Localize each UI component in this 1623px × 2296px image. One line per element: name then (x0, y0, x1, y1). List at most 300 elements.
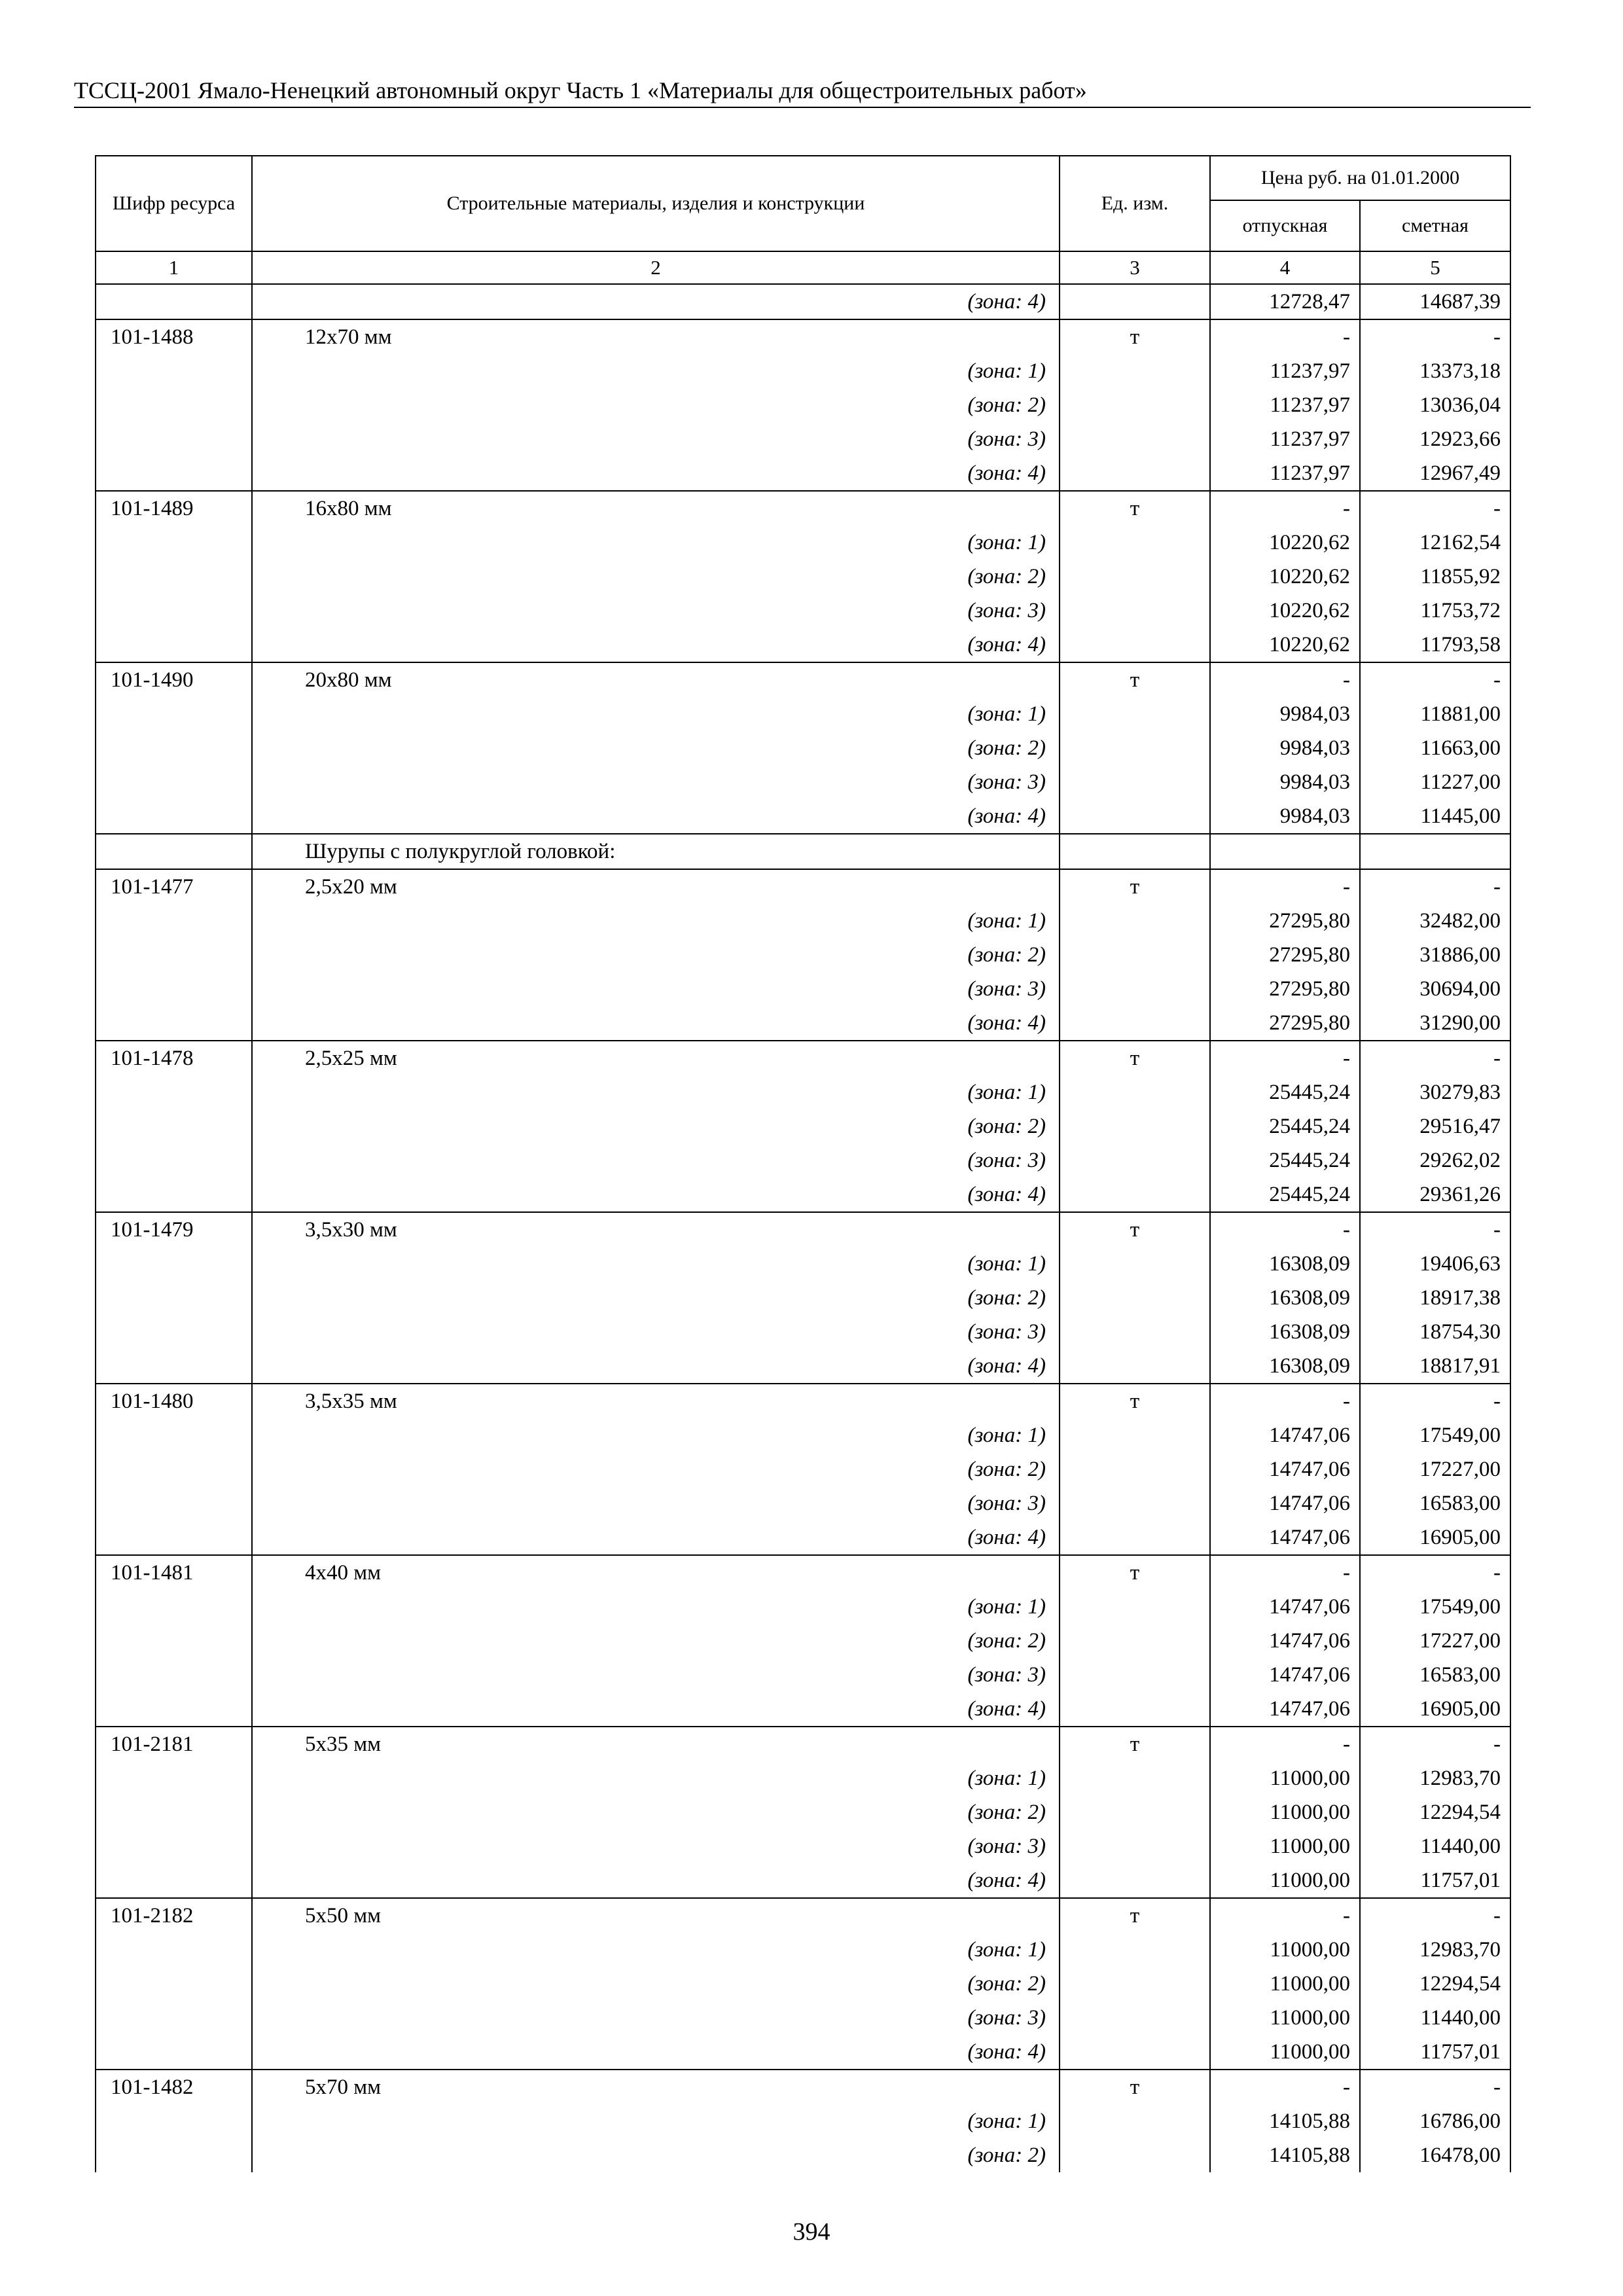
item-name: 2,5х25 мм (252, 1041, 1060, 1075)
release-price-cell: 27295,80 (1210, 1006, 1360, 1041)
release-price-cell: - (1210, 1041, 1360, 1075)
zone-label: (зона: 1) (252, 1418, 1060, 1452)
release-price-cell: 11237,97 (1210, 422, 1360, 456)
zone-row (96, 1315, 1510, 1349)
estimate-price-cell: - (1360, 869, 1510, 904)
unit-cell: т (1060, 869, 1210, 904)
estimate-price-cell: 12294,54 (1360, 1795, 1510, 1829)
release-price-cell: 25445,24 (1210, 1109, 1360, 1143)
estimate-price-cell: 17549,00 (1360, 1418, 1510, 1452)
estimate-price-cell: 31886,00 (1360, 938, 1510, 972)
unit-cell (1060, 354, 1210, 388)
release-price-cell: 14747,06 (1210, 1418, 1360, 1452)
code-cell (96, 1933, 252, 1967)
release-price-cell: 14747,06 (1210, 1658, 1360, 1692)
unit-cell (1060, 1315, 1210, 1349)
zone-label: (зона: 1) (252, 1247, 1060, 1281)
unit-cell (1060, 1761, 1210, 1795)
unit-cell (1060, 1418, 1210, 1452)
release-price-cell: - (1210, 2070, 1360, 2104)
estimate-price-cell: - (1360, 491, 1510, 526)
zone-label: (зона: 3) (252, 2001, 1060, 2035)
unit-cell (1060, 1006, 1210, 1041)
zone-label: (зона: 3) (252, 1829, 1060, 1863)
code-cell (96, 1247, 252, 1281)
item-name: 12х70 мм (252, 319, 1060, 354)
zone-label: (зона: 1) (252, 1933, 1060, 1967)
item-name: 20х80 мм (252, 662, 1060, 697)
item-name: 5х35 мм (252, 1727, 1060, 1761)
zone-row (96, 1177, 1510, 1212)
code-cell (96, 560, 252, 594)
release-price-cell: 11000,00 (1210, 1863, 1360, 1898)
unit-cell (1060, 2035, 1210, 2070)
item-name: 4х40 мм (252, 1555, 1060, 1590)
unit-cell (1060, 938, 1210, 972)
col-price-group-header: Цена руб. на 01.01.2000 (1210, 156, 1510, 200)
release-price-cell: 14747,06 (1210, 1692, 1360, 1727)
code-cell (96, 1829, 252, 1863)
estimate-price-cell: 11757,01 (1360, 1863, 1510, 1898)
item-name: 5х50 мм (252, 1898, 1060, 1933)
zone-label: (зона: 3) (252, 972, 1060, 1006)
zone-label: (зона: 4) (252, 2035, 1060, 2070)
zone-row (96, 904, 1510, 938)
zone-row (96, 1247, 1510, 1281)
estimate-price-cell: 11793,58 (1360, 628, 1510, 662)
estimate-price-cell: 14687,39 (1360, 284, 1510, 319)
code-cell (96, 1075, 252, 1109)
zone-label: (зона: 4) (252, 799, 1060, 834)
zone-label: (зона: 4) (252, 1692, 1060, 1727)
resource-code: 101-1480 (96, 1384, 252, 1418)
release-price-cell: 25445,24 (1210, 1075, 1360, 1109)
zone-label: (зона: 3) (252, 1315, 1060, 1349)
unit-cell (1060, 388, 1210, 422)
unit-cell (1060, 1109, 1210, 1143)
release-price-cell: 14105,88 (1210, 2138, 1360, 2172)
estimate-price-cell: 16583,00 (1360, 1658, 1510, 1692)
release-price-cell: 11000,00 (1210, 1933, 1360, 1967)
code-cell (96, 2104, 252, 2138)
resource-code: 101-1478 (96, 1041, 252, 1075)
release-price-cell: 16308,09 (1210, 1315, 1360, 1349)
release-price-cell: 11237,97 (1210, 388, 1360, 422)
release-price-cell: 9984,03 (1210, 799, 1360, 834)
code-cell (96, 594, 252, 628)
code-cell (96, 1418, 252, 1452)
zone-label: (зона: 2) (252, 1109, 1060, 1143)
col-number-2: 2 (252, 251, 1060, 284)
release-price-cell: 27295,80 (1210, 904, 1360, 938)
estimate-price-cell (1360, 834, 1510, 869)
zone-row (96, 765, 1510, 799)
estimate-price-cell: 32482,00 (1360, 904, 1510, 938)
zone-row (96, 938, 1510, 972)
unit-cell: т (1060, 1727, 1210, 1761)
price-table (95, 155, 1511, 2172)
zone-row (96, 1418, 1510, 1452)
code-cell (96, 972, 252, 1006)
zone-label: (зона: 1) (252, 354, 1060, 388)
release-price-cell: 14747,06 (1210, 1452, 1360, 1486)
zone-row (96, 456, 1510, 491)
estimate-price-cell: 17227,00 (1360, 1624, 1510, 1658)
code-cell (96, 799, 252, 834)
item-name: 5х70 мм (252, 2070, 1060, 2104)
unit-cell (1060, 1692, 1210, 1727)
estimate-price-cell: 18817,91 (1360, 1349, 1510, 1384)
unit-cell (1060, 904, 1210, 938)
release-price-cell: 9984,03 (1210, 765, 1360, 799)
resource-code: 101-2182 (96, 1898, 252, 1933)
zone-label: (зона: 2) (252, 1281, 1060, 1315)
zone-row (96, 284, 1510, 319)
zone-row (96, 1109, 1510, 1143)
release-price-cell: 25445,24 (1210, 1143, 1360, 1177)
unit-cell: т (1060, 491, 1210, 526)
zone-label: (зона: 4) (252, 284, 1060, 319)
unit-cell: т (1060, 2070, 1210, 2104)
unit-cell (1060, 1829, 1210, 1863)
zone-row (96, 388, 1510, 422)
unit-cell (1060, 1590, 1210, 1624)
unit-cell (1060, 2104, 1210, 2138)
code-cell (96, 2138, 252, 2172)
zone-row (96, 1624, 1510, 1658)
release-price-cell: 11237,97 (1210, 456, 1360, 491)
zone-row (96, 1590, 1510, 1624)
item-name: 3,5х35 мм (252, 1384, 1060, 1418)
unit-cell: т (1060, 1555, 1210, 1590)
code-cell (96, 628, 252, 662)
zone-label: (зона: 2) (252, 1452, 1060, 1486)
code-cell (96, 765, 252, 799)
code-cell (96, 422, 252, 456)
item-row (96, 319, 1510, 354)
code-cell (96, 1006, 252, 1041)
code-cell (96, 1967, 252, 2001)
estimate-price-cell: - (1360, 662, 1510, 697)
zone-label: (зона: 1) (252, 1075, 1060, 1109)
estimate-price-cell: 11440,00 (1360, 2001, 1510, 2035)
unit-cell (1060, 1933, 1210, 1967)
item-name: 3,5х30 мм (252, 1212, 1060, 1247)
code-cell (96, 1863, 252, 1898)
estimate-price-cell: 19406,63 (1360, 1247, 1510, 1281)
unit-cell (1060, 834, 1210, 869)
estimate-price-cell: 30279,83 (1360, 1075, 1510, 1109)
unit-cell (1060, 526, 1210, 560)
estimate-price-cell: 18917,38 (1360, 1281, 1510, 1315)
estimate-price-cell: 11855,92 (1360, 560, 1510, 594)
code-cell (96, 904, 252, 938)
zone-row (96, 1967, 1510, 2001)
unit-cell (1060, 972, 1210, 1006)
release-price-cell: 27295,80 (1210, 938, 1360, 972)
code-cell (96, 697, 252, 731)
release-price-cell: 16308,09 (1210, 1281, 1360, 1315)
code-cell (96, 1143, 252, 1177)
zone-label: (зона: 2) (252, 1624, 1060, 1658)
zone-label: (зона: 3) (252, 422, 1060, 456)
code-cell (96, 1761, 252, 1795)
estimate-price-cell: 11663,00 (1360, 731, 1510, 765)
zone-row (96, 422, 1510, 456)
estimate-price-cell: 16478,00 (1360, 2138, 1510, 2172)
unit-cell (1060, 1658, 1210, 1692)
table-body (96, 284, 1510, 2172)
unit-cell (1060, 1967, 1210, 2001)
unit-cell (1060, 1452, 1210, 1486)
item-row (96, 1555, 1510, 1590)
unit-cell (1060, 284, 1210, 319)
release-price-cell: 14105,88 (1210, 2104, 1360, 2138)
zone-label: (зона: 4) (252, 1349, 1060, 1384)
release-price-cell: 11000,00 (1210, 1761, 1360, 1795)
release-price-cell: - (1210, 1898, 1360, 1933)
estimate-price-cell: - (1360, 1384, 1510, 1418)
col-name-header: Строительные материалы, изделия и конструкции (252, 156, 1060, 251)
zone-label: (зона: 1) (252, 1761, 1060, 1795)
code-cell (96, 1177, 252, 1212)
estimate-price-cell: 11445,00 (1360, 799, 1510, 834)
estimate-price-cell: 12294,54 (1360, 1967, 1510, 2001)
zone-label: (зона: 4) (252, 1177, 1060, 1212)
zone-label: (зона: 1) (252, 526, 1060, 560)
estimate-price-cell: 13373,18 (1360, 354, 1510, 388)
resource-code: 101-1479 (96, 1212, 252, 1247)
unit-cell (1060, 1486, 1210, 1520)
code-cell (96, 1281, 252, 1315)
unit-cell: т (1060, 662, 1210, 697)
col-number-4: 4 (1210, 251, 1360, 284)
unit-cell (1060, 2138, 1210, 2172)
release-price-cell: - (1210, 491, 1360, 526)
estimate-price-cell: 18754,30 (1360, 1315, 1510, 1349)
unit-cell (1060, 1624, 1210, 1658)
release-price-cell: - (1210, 319, 1360, 354)
page-header-title: ТССЦ-2001 Ямало-Ненецкий автономный округ Часть 1 «Материалы для общестроительных работ» (74, 77, 1087, 103)
release-price-cell: - (1210, 1384, 1360, 1418)
zone-label: (зона: 2) (252, 731, 1060, 765)
unit-cell: т (1060, 1898, 1210, 1933)
zone-row (96, 1452, 1510, 1486)
estimate-price-cell: - (1360, 1727, 1510, 1761)
code-cell (96, 1349, 252, 1384)
item-name: 16х80 мм (252, 491, 1060, 526)
release-price-cell: 12728,47 (1210, 284, 1360, 319)
unit-cell (1060, 1075, 1210, 1109)
release-price-cell: - (1210, 1727, 1360, 1761)
zone-label: (зона: 3) (252, 1486, 1060, 1520)
item-row (96, 869, 1510, 904)
unit-cell (1060, 628, 1210, 662)
estimate-price-cell: 16905,00 (1360, 1520, 1510, 1555)
item-row (96, 1212, 1510, 1247)
zone-row (96, 1486, 1510, 1520)
release-price-cell: 14747,06 (1210, 1624, 1360, 1658)
col-unit-header: Ед. изм. (1060, 156, 1210, 251)
unit-cell (1060, 594, 1210, 628)
estimate-price-cell: - (1360, 1041, 1510, 1075)
zone-row (96, 2104, 1510, 2138)
estimate-price-cell: 11757,01 (1360, 2035, 1510, 2070)
unit-cell: т (1060, 319, 1210, 354)
unit-cell: т (1060, 1384, 1210, 1418)
zone-row (96, 2001, 1510, 2035)
resource-code: 101-1488 (96, 319, 252, 354)
release-price-cell: 11237,97 (1210, 354, 1360, 388)
col-number-1: 1 (96, 251, 252, 284)
code-cell (96, 1109, 252, 1143)
item-row (96, 662, 1510, 697)
unit-cell (1060, 456, 1210, 491)
item-row (96, 2070, 1510, 2104)
release-price-cell: 16308,09 (1210, 1349, 1360, 1384)
estimate-price-cell: 17549,00 (1360, 1590, 1510, 1624)
zone-label: (зона: 2) (252, 388, 1060, 422)
zone-row (96, 799, 1510, 834)
code-cell (96, 456, 252, 491)
zone-row (96, 628, 1510, 662)
release-price-cell: 10220,62 (1210, 560, 1360, 594)
col-number-5: 5 (1360, 251, 1510, 284)
zone-label: (зона: 3) (252, 594, 1060, 628)
section-row (96, 834, 1510, 869)
estimate-price-cell: 16786,00 (1360, 2104, 1510, 2138)
zone-label: (зона: 2) (252, 560, 1060, 594)
code-cell (96, 354, 252, 388)
unit-cell: т (1060, 1212, 1210, 1247)
estimate-price-cell: 31290,00 (1360, 1006, 1510, 1041)
zone-row (96, 1520, 1510, 1555)
zone-row (96, 1658, 1510, 1692)
estimate-price-cell: 29262,02 (1360, 1143, 1510, 1177)
unit-cell (1060, 1795, 1210, 1829)
estimate-price-cell: 12983,70 (1360, 1761, 1510, 1795)
estimate-price-cell: 11881,00 (1360, 697, 1510, 731)
header-rule (74, 107, 1531, 108)
zone-row (96, 697, 1510, 731)
estimate-price-cell: 12162,54 (1360, 526, 1510, 560)
col-release-header: отпускная (1210, 200, 1360, 251)
item-row (96, 491, 1510, 526)
code-cell (96, 1692, 252, 1727)
estimate-price-cell: - (1360, 1898, 1510, 1933)
unit-cell (1060, 1143, 1210, 1177)
release-price-cell: - (1210, 869, 1360, 904)
item-row (96, 1727, 1510, 1761)
release-price-cell: - (1210, 1212, 1360, 1247)
code-cell (96, 2001, 252, 2035)
estimate-price-cell: - (1360, 1555, 1510, 1590)
zone-row (96, 731, 1510, 765)
zone-row (96, 1933, 1510, 1967)
zone-row (96, 1349, 1510, 1384)
estimate-price-cell: 29361,26 (1360, 1177, 1510, 1212)
code-cell (96, 284, 252, 319)
zone-label: (зона: 4) (252, 628, 1060, 662)
unit-cell (1060, 765, 1210, 799)
release-price-cell: 10220,62 (1210, 594, 1360, 628)
unit-cell (1060, 1349, 1210, 1384)
zone-label: (зона: 2) (252, 1795, 1060, 1829)
code-cell (96, 1795, 252, 1829)
release-price-cell: 11000,00 (1210, 2035, 1360, 2070)
unit-cell (1060, 560, 1210, 594)
zone-label: (зона: 4) (252, 1006, 1060, 1041)
zone-label: (зона: 4) (252, 456, 1060, 491)
code-cell (96, 1520, 252, 1555)
release-price-cell: 11000,00 (1210, 1795, 1360, 1829)
release-price-cell: 11000,00 (1210, 1967, 1360, 2001)
resource-code: 101-1482 (96, 2070, 252, 2104)
estimate-price-cell: 12983,70 (1360, 1933, 1510, 1967)
estimate-price-cell: 13036,04 (1360, 388, 1510, 422)
col-code-header: Шифр ресурса (96, 156, 252, 251)
zone-row (96, 1143, 1510, 1177)
estimate-price-cell: 12967,49 (1360, 456, 1510, 491)
zone-row (96, 1829, 1510, 1863)
col-number-3: 3 (1060, 251, 1210, 284)
zone-row (96, 972, 1510, 1006)
code-cell (96, 1624, 252, 1658)
zone-row (96, 354, 1510, 388)
resource-code: 101-1490 (96, 662, 252, 697)
zone-label: (зона: 1) (252, 1590, 1060, 1624)
unit-cell: т (1060, 1041, 1210, 1075)
zone-row (96, 1075, 1510, 1109)
code-cell (96, 388, 252, 422)
unit-cell (1060, 1281, 1210, 1315)
resource-code: 101-2181 (96, 1727, 252, 1761)
unit-cell (1060, 1177, 1210, 1212)
zone-label: (зона: 2) (252, 1967, 1060, 2001)
page-number: 394 (793, 2218, 830, 2246)
estimate-price-cell: 30694,00 (1360, 972, 1510, 1006)
unit-cell (1060, 731, 1210, 765)
code-cell (96, 526, 252, 560)
zone-label: (зона: 3) (252, 1143, 1060, 1177)
estimate-price-cell: 11440,00 (1360, 1829, 1510, 1863)
estimate-price-cell: 16905,00 (1360, 1692, 1510, 1727)
estimate-price-cell: 16583,00 (1360, 1486, 1510, 1520)
resource-code: 101-1477 (96, 869, 252, 904)
zone-row (96, 2035, 1510, 2070)
code-cell (96, 938, 252, 972)
release-price-cell: 14747,06 (1210, 1486, 1360, 1520)
release-price-cell: 16308,09 (1210, 1247, 1360, 1281)
zone-label: (зона: 4) (252, 1520, 1060, 1555)
item-row (96, 1898, 1510, 1933)
unit-cell (1060, 799, 1210, 834)
unit-cell (1060, 1863, 1210, 1898)
zone-label: (зона: 3) (252, 1658, 1060, 1692)
release-price-cell (1210, 834, 1360, 869)
release-price-cell: - (1210, 1555, 1360, 1590)
release-price-cell: 10220,62 (1210, 526, 1360, 560)
item-name: 2,5х20 мм (252, 869, 1060, 904)
zone-row (96, 594, 1510, 628)
estimate-price-cell: - (1360, 319, 1510, 354)
table-header (96, 156, 1510, 284)
code-cell (96, 834, 252, 869)
estimate-price-cell: - (1360, 2070, 1510, 2104)
release-price-cell: 9984,03 (1210, 697, 1360, 731)
section-title: Шурупы с полукруглой головкой: (252, 834, 1060, 869)
zone-label: (зона: 1) (252, 904, 1060, 938)
